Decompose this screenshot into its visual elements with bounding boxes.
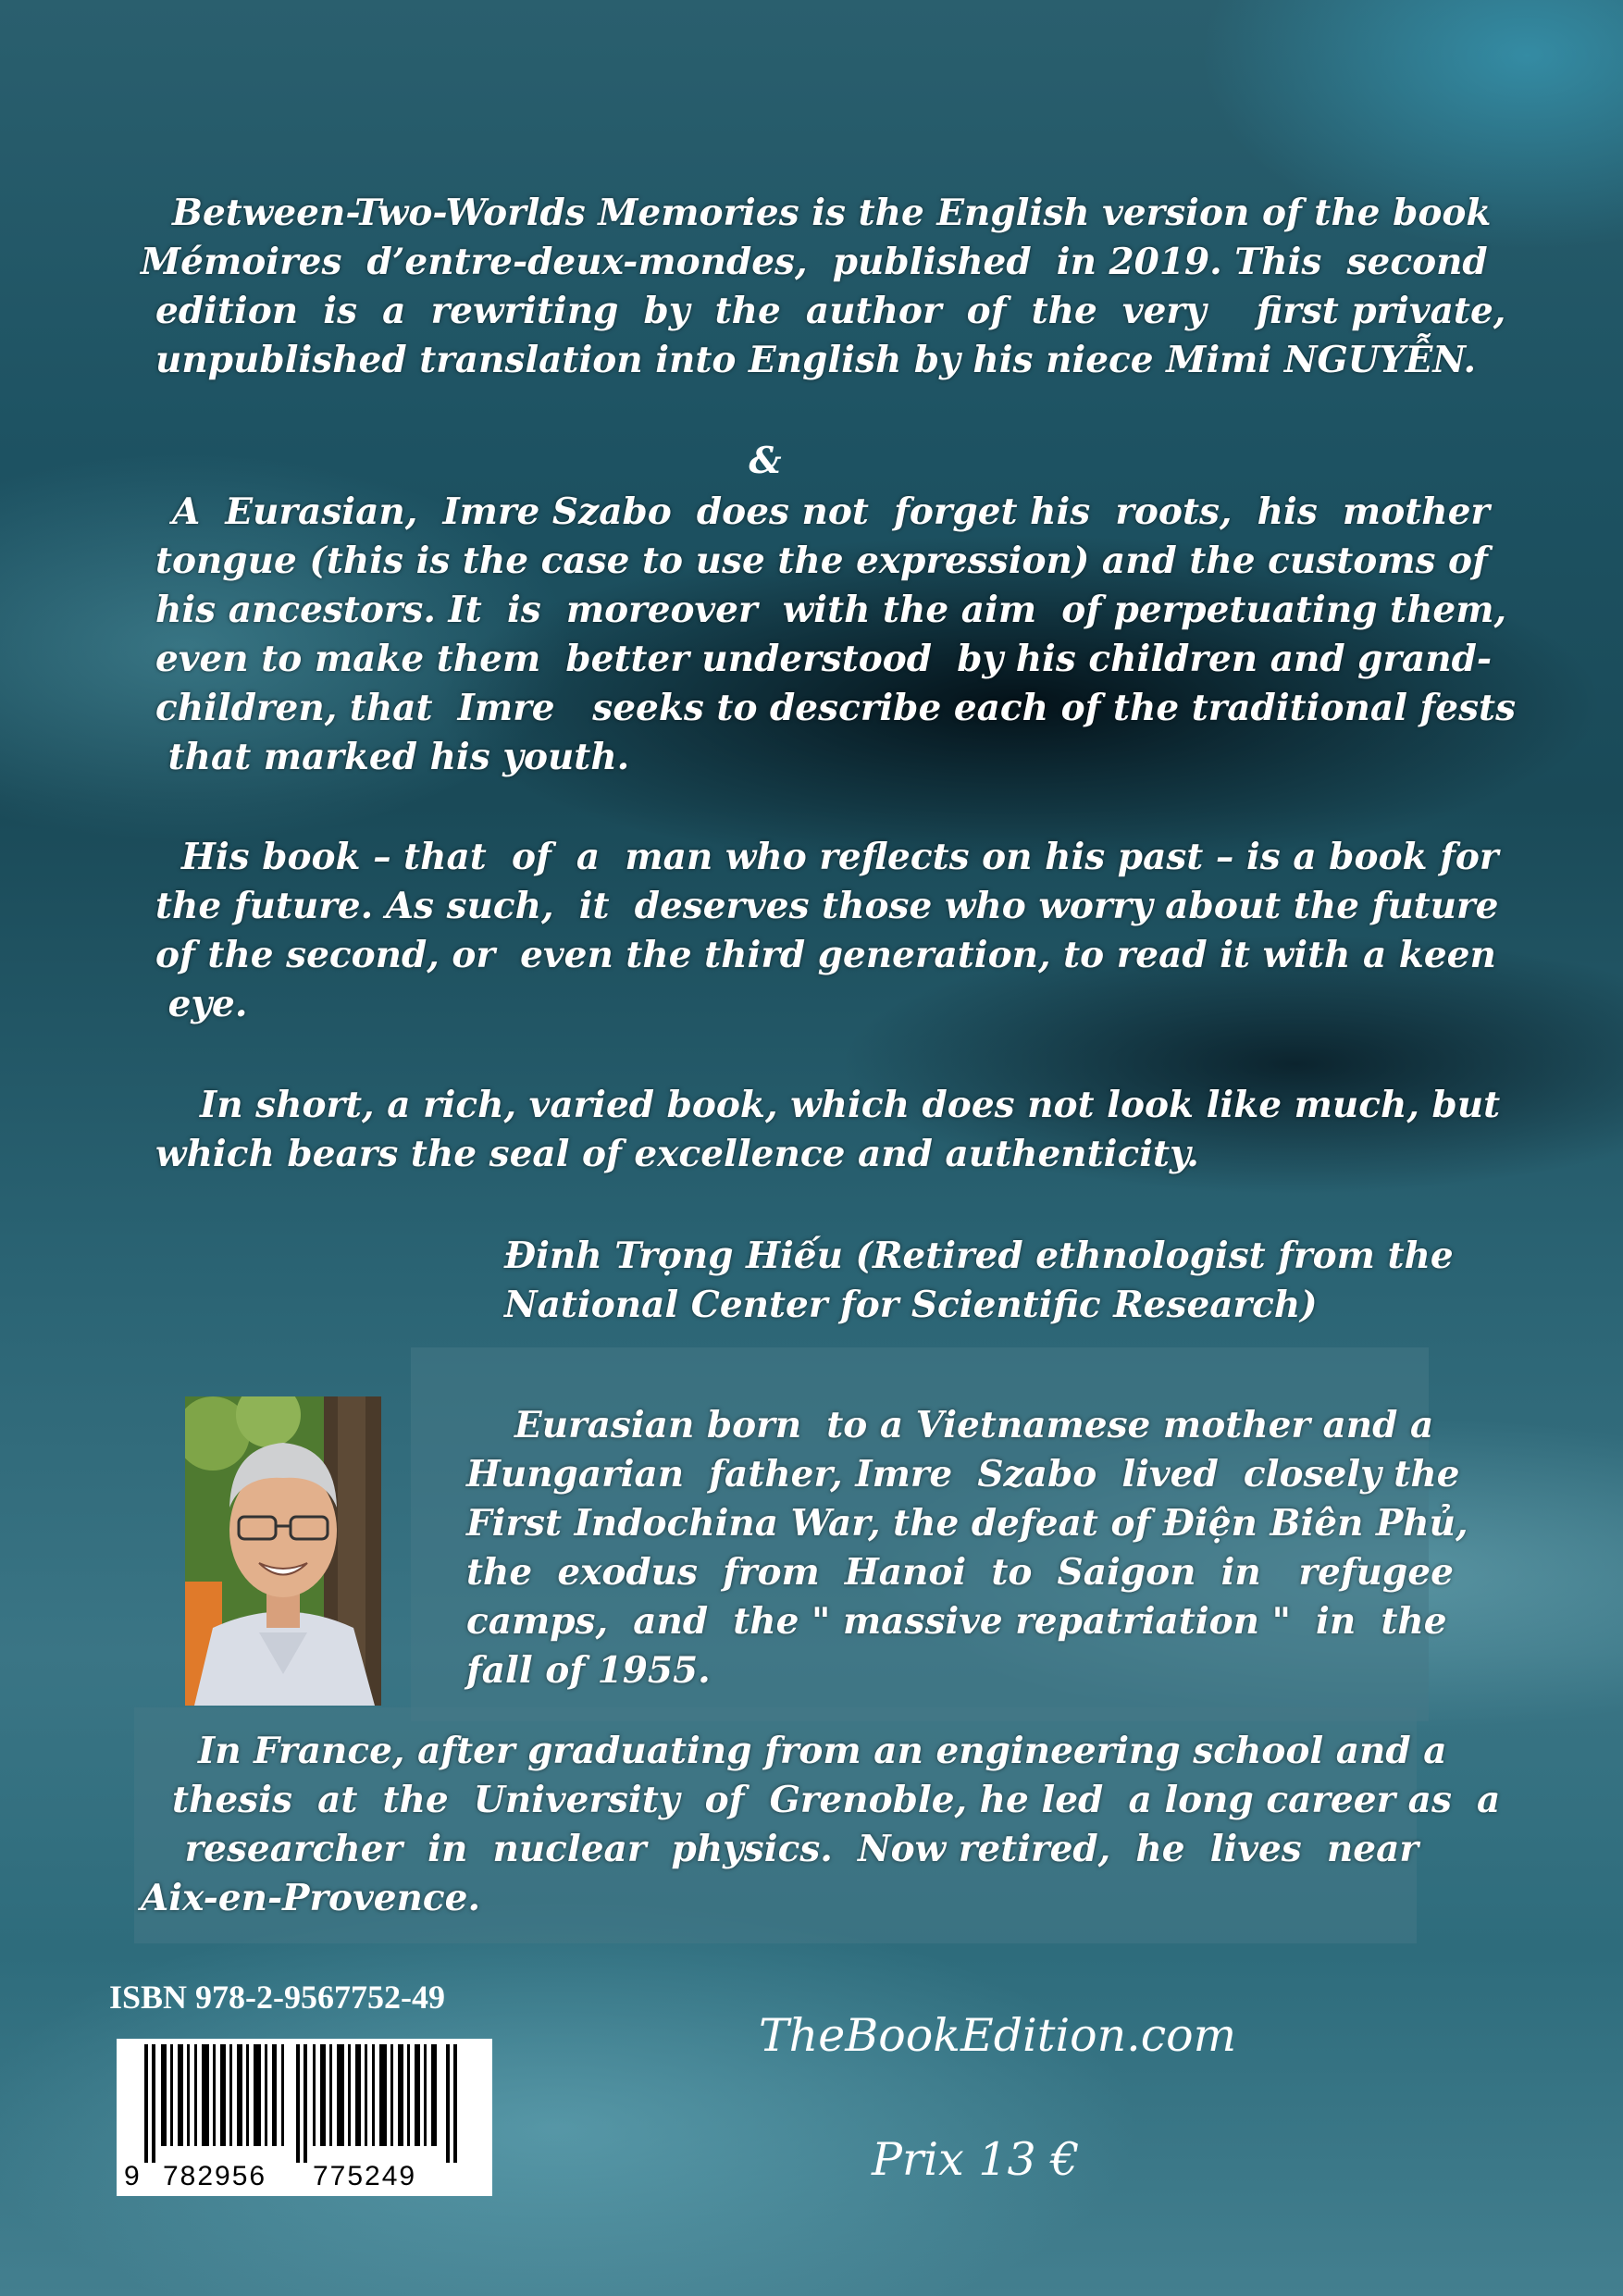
- isbn-number: ISBN 978-2-9567752-49: [109, 1979, 446, 2016]
- author-bio-intro: [466, 1401, 1468, 1695]
- intro-line: Mémoires d’entre-deux-mondes, published in 2019. This second: [141, 241, 1488, 283]
- bio-line: Eurasian born to a Vietnamese mother and a: [514, 1404, 1434, 1446]
- author-photo: [185, 1396, 381, 1706]
- bio-line: fall of 1955.: [466, 1649, 711, 1692]
- bio-line: researcher in nuclear physics. Now retired, he lives near: [172, 1828, 1419, 1870]
- barcode-left-digits: 782956: [163, 2161, 267, 2191]
- bio-line: Hungarian father, Imre Szabo lived closely the: [466, 1453, 1460, 1496]
- eurasian-line: that marked his youth.: [155, 736, 630, 778]
- barcode-lead-digit: 9: [124, 2161, 140, 2191]
- intro-line: Between-Two-Worlds Memories is the English version of the book: [172, 192, 1492, 234]
- intro-line: unpublished translation into English by his niece Mimi NGUYỄN.: [155, 339, 1477, 381]
- bio-line: the exodus from Hanoi to Saigon in refugee: [466, 1551, 1454, 1594]
- author-bio-career: [141, 1727, 1501, 1923]
- eurasian-paragraph: [155, 488, 1516, 782]
- future-line: His book – that of a man who reflects on his past – is a book for: [181, 836, 1499, 878]
- future-line: eye.: [155, 983, 248, 1025]
- bio-line: Aix-en-Provence.: [141, 1877, 481, 1919]
- future-line: the future. As such, it deserves those who worry about the future: [155, 885, 1499, 927]
- review-attribution: [504, 1232, 1454, 1330]
- summary-line: which bears the seal of excellence and authenticity.: [155, 1133, 1199, 1175]
- intro-paragraph: [141, 189, 1505, 385]
- eurasian-line: tongue (this is the case to use the expression) and the customs of: [155, 540, 1488, 582]
- intro-line: edition is a rewriting by the author of the very first private,: [155, 290, 1506, 332]
- eurasian-line: even to make them better understood by his children and grand-: [155, 638, 1493, 680]
- eurasian-line: A Eurasian, Imre Szabo does not forget his roots, his mother: [172, 490, 1490, 533]
- barcode-right-digits: 775249: [313, 2161, 417, 2191]
- eurasian-line: his ancestors. It is moreover with the aim of perpetuating them,: [155, 589, 1507, 631]
- summary-paragraph: [155, 1081, 1500, 1179]
- barcode-bars: [117, 2044, 492, 2165]
- attribution-line: National Center for Scientific Research): [504, 1284, 1318, 1326]
- barcode: [117, 2039, 492, 2196]
- price-label: Prix 13 €: [872, 2133, 1080, 2186]
- ampersand-separator: &: [749, 440, 782, 482]
- eurasian-line: children, that Imre seeks to describe each of the traditional fests: [155, 687, 1517, 729]
- publisher-name: TheBookEdition.com: [759, 2009, 1237, 2062]
- bio-line: camps, and the " massive repatriation " in the: [466, 1600, 1447, 1643]
- bio-line: In France, after graduating from an engineering school and a: [198, 1730, 1447, 1772]
- future-paragraph: [155, 833, 1498, 1029]
- summary-line: In short, a rich, varied book, which does not look like much, but: [200, 1084, 1501, 1126]
- future-line: of the second, or even the third generation, to read it with a keen: [155, 934, 1496, 976]
- bio-line: thesis at the University of Grenoble, he led a long career as a: [172, 1779, 1501, 1821]
- bio-line: First Indochina War, the defeat of Điện Biên Phủ,: [466, 1502, 1468, 1545]
- attribution-line: Đinh Trọng Hiếu (Retired ethnologist from the: [504, 1235, 1454, 1277]
